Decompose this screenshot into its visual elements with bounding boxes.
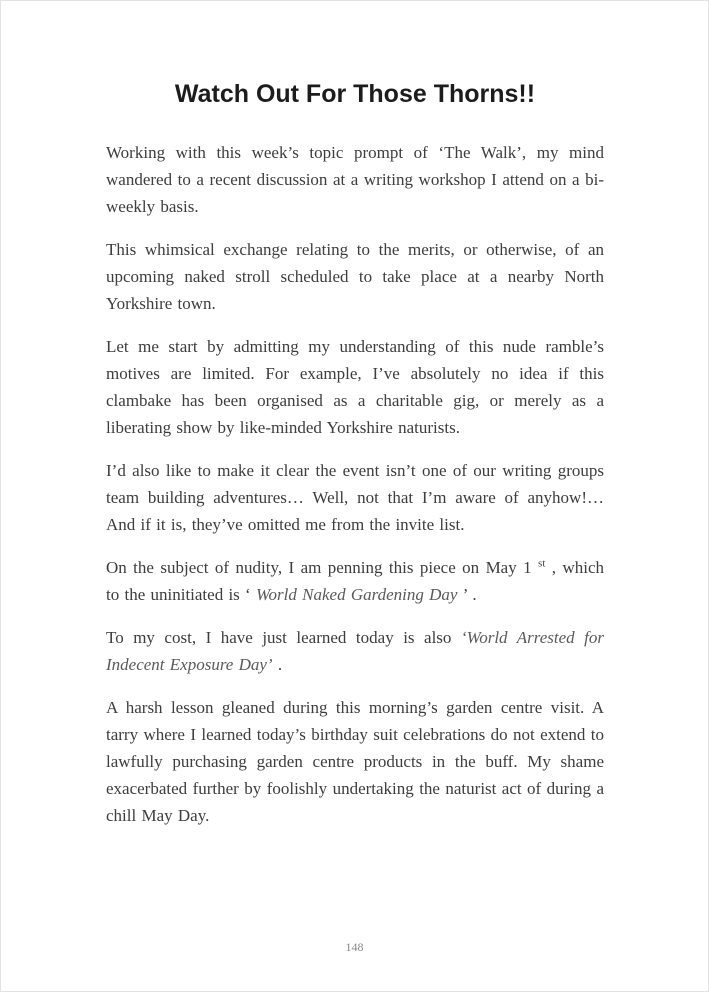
text-run: To my cost, I have just learned today is also — [106, 628, 461, 647]
text-run: I’d also like to make it clear the event isn’t one of our writing groups team building adventures… Well, not that I’m aware of anyhow!… And if it is, they’ve omitted me from the invite list. — [106, 461, 604, 534]
text-run: Working with this week’s topic prompt of ‘The Walk’, my mind wandered to a recent discussion at a writing workshop I attend on a bi-weekly basis. — [106, 143, 604, 216]
text-run: , which to the uninitiated is ‘ — [106, 558, 605, 604]
text-run: This whimsical exchange relating to the merits, or otherwise, of an upcoming naked stroll scheduled to take place at a nearby North Yorkshire town. — [106, 240, 604, 313]
body-text — [106, 139, 604, 829]
paragraph — [106, 624, 604, 678]
text-run: A harsh lesson gleaned during this morning’s garden centre visit. A tarry where I learned today’s birthday suit celebrations do not extend to lawfully purchasing garden centre products in the buff. My shame exacerbated further by foolishly undertaking the naturist act of during a chill May Day. — [106, 698, 604, 825]
paragraph — [106, 694, 604, 829]
paragraph — [106, 457, 604, 538]
superscript-text: st — [538, 557, 546, 570]
text-run: On the subject of nudity, I am penning this piece on May 1 — [106, 558, 539, 577]
paragraph — [106, 554, 604, 608]
text-run: ’ . — [457, 585, 477, 604]
italic-text: ‘World Arrested for Indecent Exposure Day’ — [106, 628, 604, 674]
text-run: . — [272, 655, 283, 674]
page-number: 148 — [345, 940, 364, 954]
paragraph — [106, 139, 604, 220]
paragraph — [106, 236, 604, 317]
paragraph — [106, 333, 604, 441]
italic-text: World Naked Gardening Day — [255, 585, 458, 604]
text-run: Let me start by admitting my understanding of this nude ramble’s motives are limited. For example, I’ve absolutely no idea if this clambake has been organised as a charitable gig, or merely as a liberating show by like-minded Yorkshire naturists. — [106, 337, 604, 437]
page-title: Watch Out For Those Thorns!! — [174, 80, 536, 108]
